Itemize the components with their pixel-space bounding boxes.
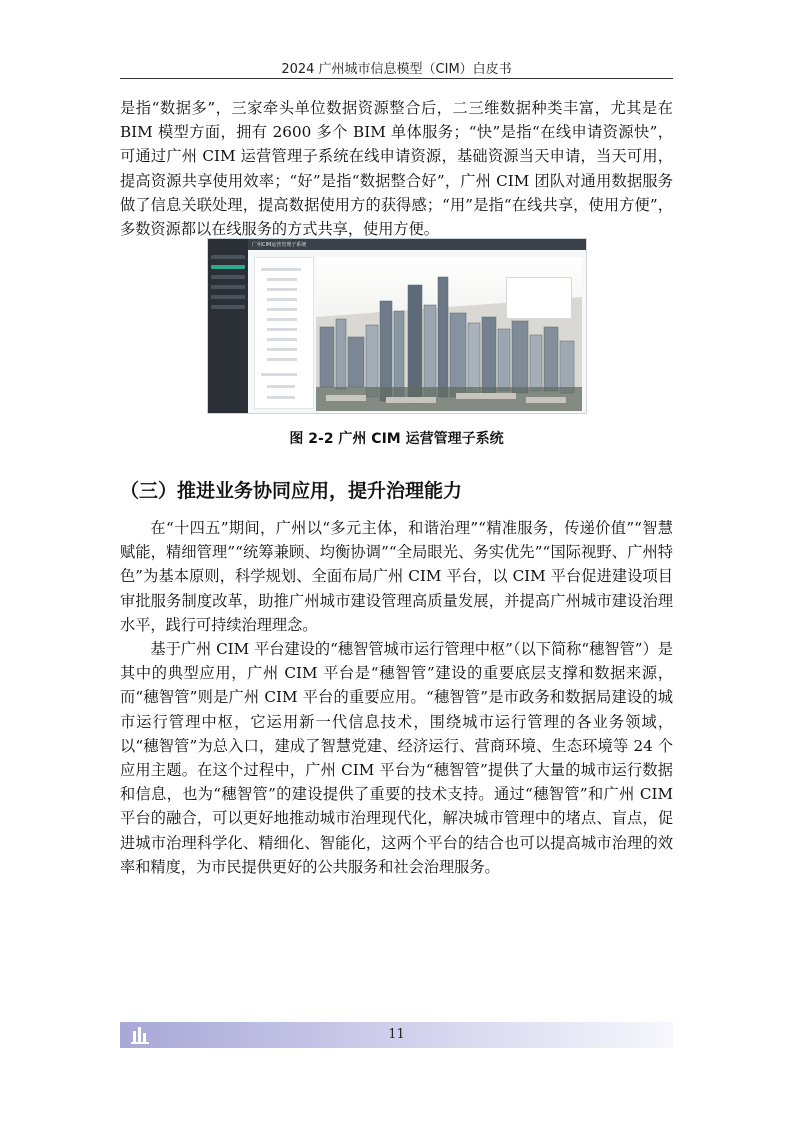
- figure-menu-item: [211, 305, 245, 309]
- header-divider: [120, 78, 673, 79]
- figure-menu-item: [211, 275, 245, 279]
- figure-menu-item-active: [211, 265, 245, 269]
- figure-menu-item: [211, 295, 245, 299]
- figure-screenshot: [207, 238, 587, 414]
- footer-band: [120, 1022, 673, 1048]
- figure-app-title: 广州CIM运营管理子系统: [252, 242, 307, 248]
- figure-resource-panel: [254, 257, 314, 409]
- running-header: 2024 广州城市信息模型（CIM）白皮书: [281, 62, 512, 77]
- page-number: 11: [388, 1027, 405, 1042]
- figure-topbar: [248, 239, 586, 250]
- figure-menu-item: [211, 255, 245, 259]
- paragraph-principles: 在“十四五”期间，广州以“多元主体，和谐治理”“精准服务，传递价值”“智慧赋能，精细管理”“统筹兼顾、均衡协调”“全局眼光、务实优先”“国际视野、广州特色”为基本原则，科学规划、全面布局广州 CIM 平台，以 CIM 平台促进建设项目审批服务制度改革，助推广州城市建设管理高质量发展，并提高广州城市建设治理水平，践行可持续治理理念。: [120, 519, 673, 634]
- figure-3d-city-scene: [316, 257, 582, 411]
- paragraph-intro: 是指“数据多”，三家牵头单位数据资源整合后，二三维数据种类丰富，尤其是在 BIM 模型方面，拥有 2600 多个 BIM 单体服务；“快”是指“在线申请资源快”，可通过广州 CIM 运营管理子系统在线申请资源，基础资源当天申请，当天可用，提高资源共享使用效率；“好”是指“数据整合好”，广州 CIM 团队对通用数据服务做了信息关联处理，提高数据使用方的获得感；“用”是指“在线共享，使用方便”，多数资源都以在线服务的方式共享，使用方便。: [120, 99, 673, 239]
- figure-menu-item: [211, 285, 245, 289]
- section-heading: （三）推进业务协同应用，提升治理能力: [120, 480, 463, 502]
- figure-sidebar: [208, 239, 248, 413]
- figure-caption: 图 2-2 广州 CIM 运营管理子系统: [289, 431, 504, 447]
- paragraph-suizhiguan: 基于广州 CIM 平台建设的“穗智管城市运行管理中枢”（以下简称“穗智管”）是其中的典型应用，广州 CIM 平台是“穗智管”建设的重要底层支撑和数据来源，而“穗智管”则是广州 CIM 平台的重要应用。“穗智管”是市政务和数据局建设的城市运行管理中枢，它运用新一代信息技术，围绕城市运行管理的各业务领域，以“穗智管”为总入口，建成了智慧党建、经济运行、营商环境、生态环境等 24 个应用主题。在这个过程中，广州 CIM 平台为“穗智管”提供了大量的城市运行数据和信息，也为“穗智管”的建设提供了重要的技术支持。通过“穗智管”和广州 CIM 平台的融合，可以更好地推动城市治理现代化，解决城市管理中的堵点、盲点，促进城市治理科学化、精细化、智能化，这两个平台的结合也可以提高城市治理的效率和精度，为市民提供更好的公共服务和社会治理服务。: [120, 640, 673, 876]
- figure-info-popup: [506, 277, 572, 319]
